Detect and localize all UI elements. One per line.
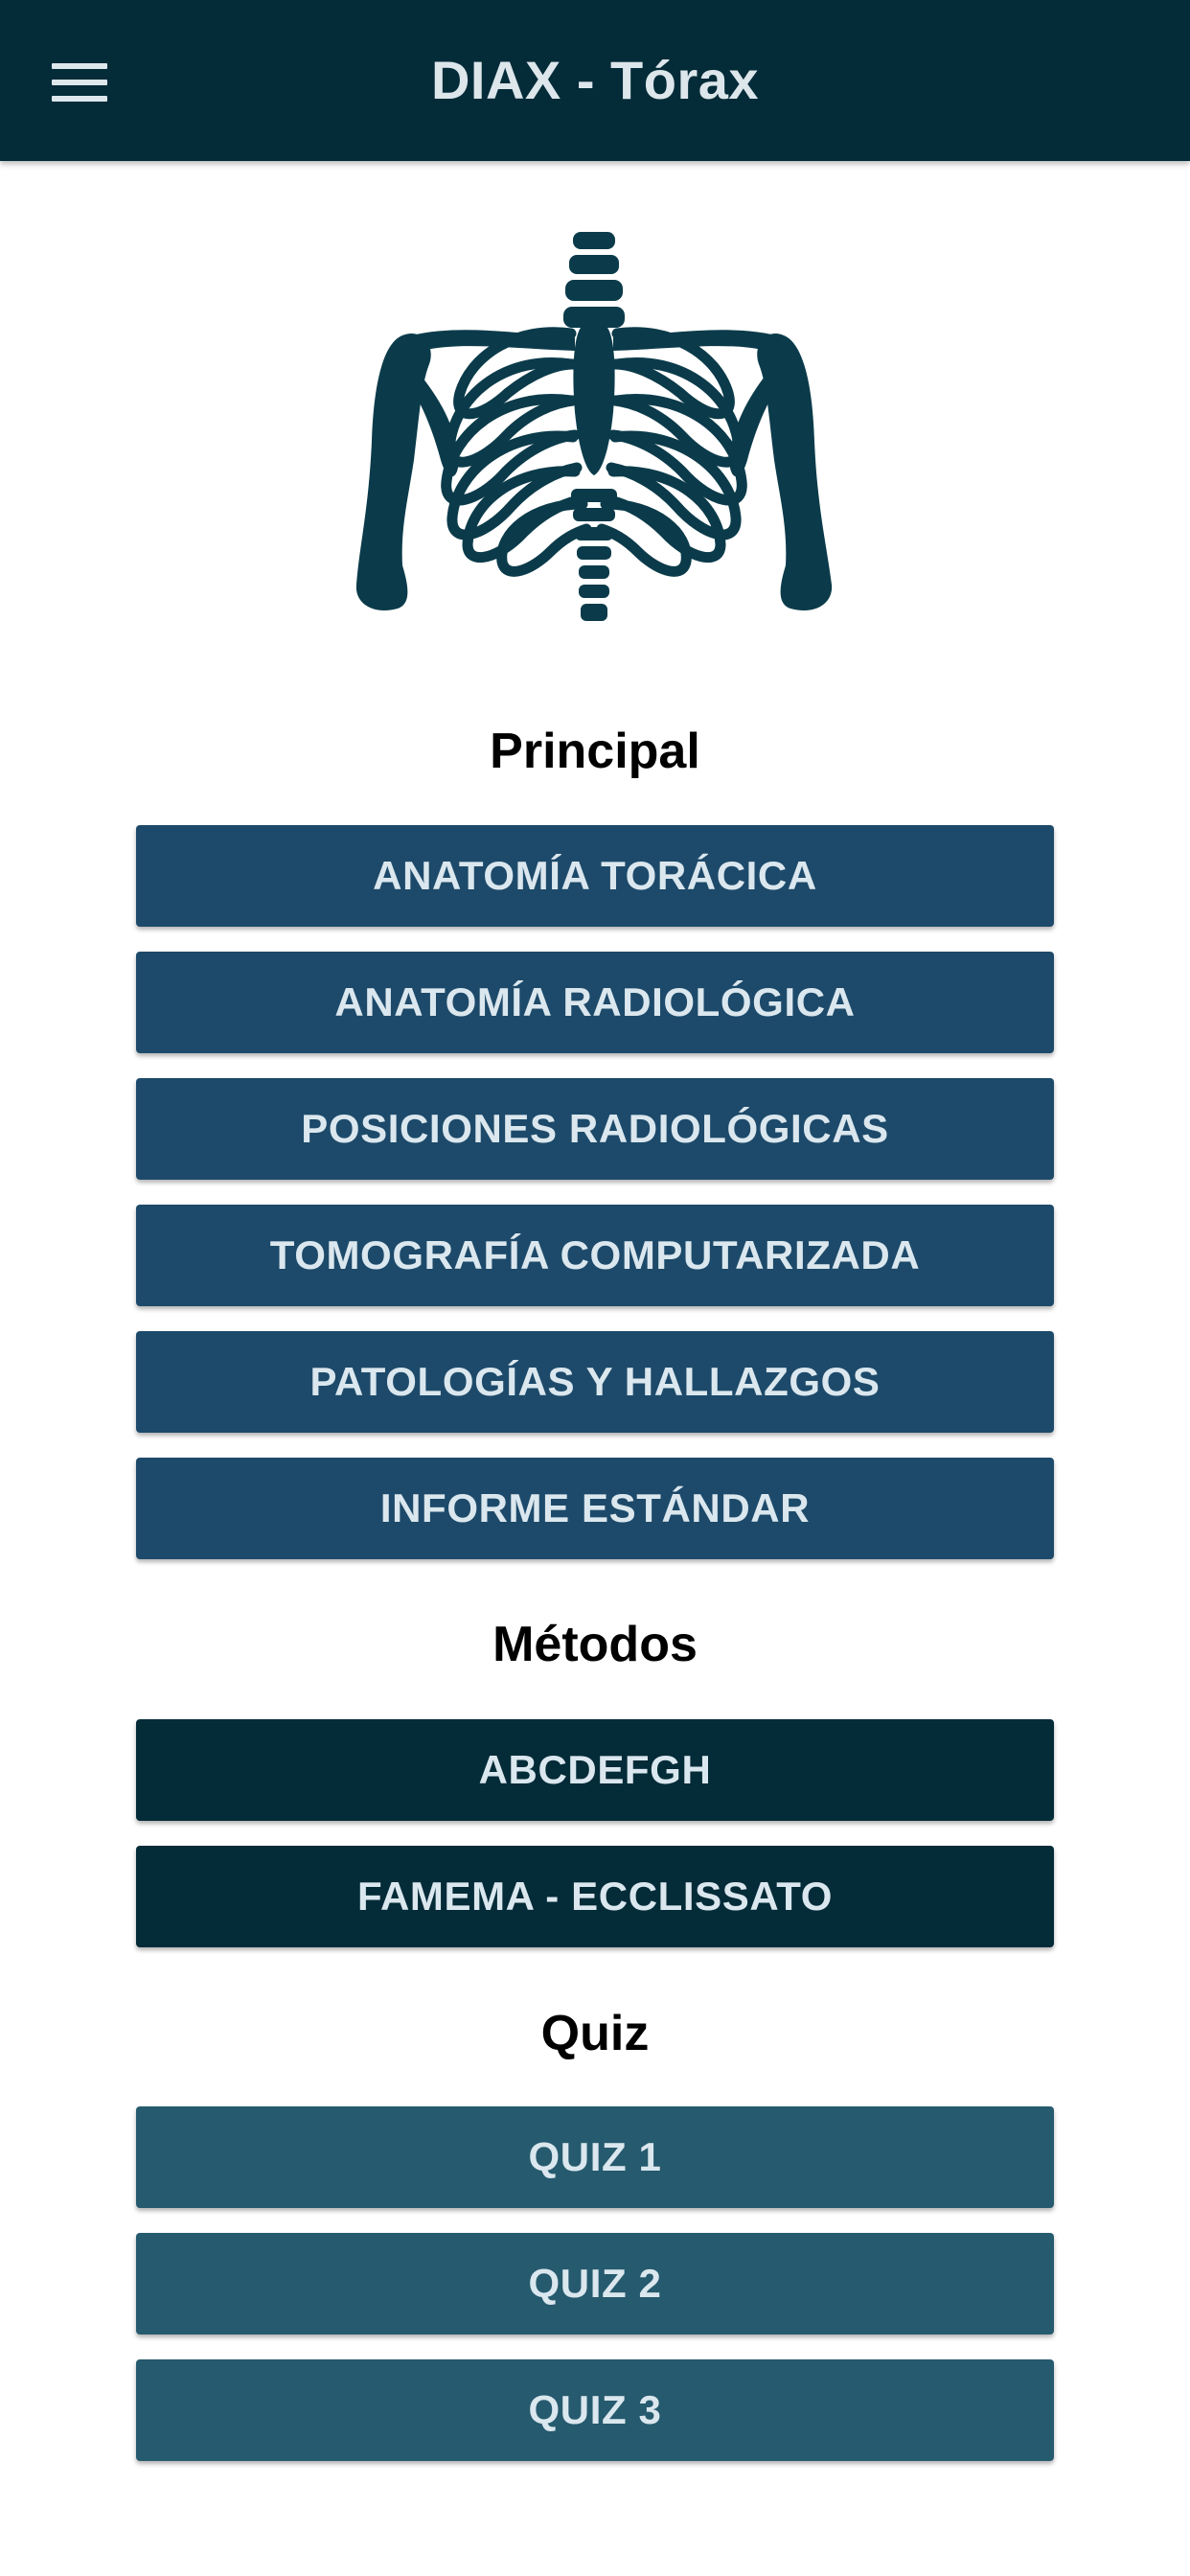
tomografia-computarizada-button[interactable]: TOMOGRAFÍA COMPUTARIZADA [136,1205,1054,1306]
famema-ecclissato-button[interactable]: FAMEMA - ECCLISSATO [136,1846,1054,1947]
abcdefgh-button[interactable]: ABCDEFGH [136,1719,1054,1821]
patologias-hallazgos-button[interactable]: PATOLOGÍAS Y HALLAZGOS [136,1331,1054,1433]
quiz-3-button[interactable]: QUIZ 3 [136,2359,1054,2461]
app-title: DIAX - Tórax [430,50,760,110]
ribcage-skeleton-icon [345,220,843,642]
anatomia-radiologica-button[interactable]: ANATOMÍA RADIOLÓGICA [136,952,1054,1053]
section-heading-quiz: Quiz [540,2006,650,2061]
app-bar [0,0,1190,161]
posiciones-radiologicas-button[interactable]: POSICIONES RADIOLÓGICAS [136,1078,1054,1180]
section-heading-principal: Principal [490,724,700,779]
quiz-1-button[interactable]: QUIZ 1 [136,2106,1054,2208]
section-heading-metodos: Métodos [492,1617,698,1672]
anatomia-toracica-button[interactable]: ANATOMÍA TORÁCICA [136,825,1054,927]
informe-estandar-button[interactable]: INFORME ESTÁNDAR [136,1458,1054,1559]
quiz-2-button[interactable]: QUIZ 2 [136,2233,1054,2334]
